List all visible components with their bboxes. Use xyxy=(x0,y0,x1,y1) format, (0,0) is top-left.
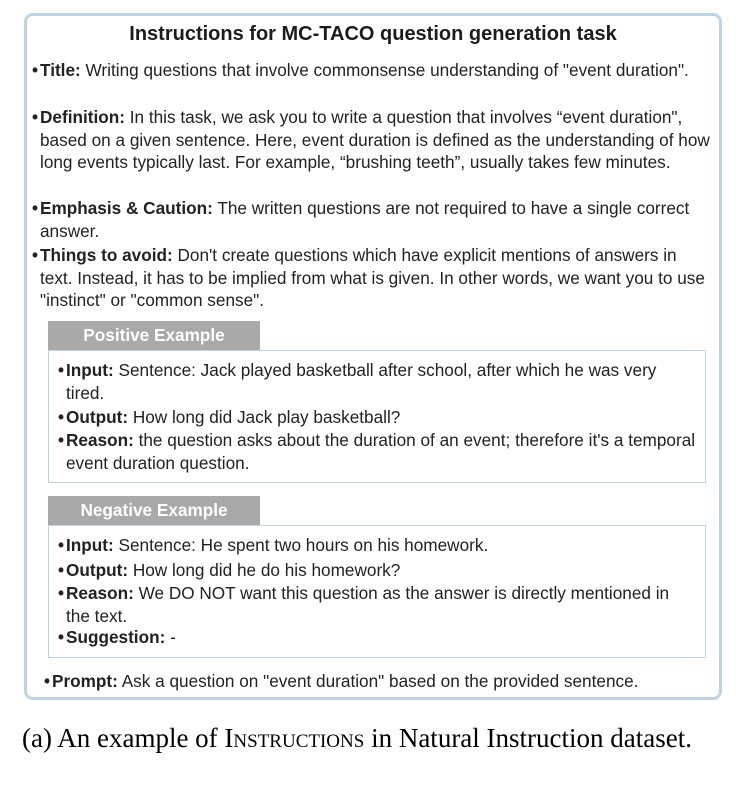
positive-example-box xyxy=(48,350,706,483)
caption-smallcaps: Instructions xyxy=(224,723,365,753)
bullet: • xyxy=(58,407,65,427)
positive-example-label: Positive Example xyxy=(48,321,260,350)
emphasis-label: Emphasis & Caution: xyxy=(40,198,213,218)
input-text: Sentence: He spent two hours on his homework. xyxy=(113,535,489,555)
caption-suffix: in Natural Instruction dataset. xyxy=(364,723,692,753)
bullet: • xyxy=(58,583,65,603)
definition-item xyxy=(32,106,710,174)
positive-output xyxy=(58,406,696,429)
prompt-item xyxy=(44,670,702,693)
bullet: • xyxy=(44,671,51,691)
title-text: Writing questions that involve commonsense understanding of "event duration". xyxy=(80,60,689,80)
bullet: • xyxy=(58,430,65,450)
bullet: • xyxy=(32,198,39,218)
output-text: How long did Jack play basketball? xyxy=(128,407,401,427)
input-label: Input: xyxy=(66,360,114,380)
negative-reason xyxy=(58,582,696,627)
instructions-figure xyxy=(24,13,722,700)
output-label: Output: xyxy=(66,560,129,580)
positive-reason xyxy=(58,429,696,474)
emphasis-text: The written questions are not required to have a single correct answer. xyxy=(40,198,690,241)
prompt-label: Prompt: xyxy=(52,671,118,691)
bullet: • xyxy=(32,60,39,80)
input-label: Input: xyxy=(66,535,114,555)
negative-input xyxy=(58,534,696,557)
output-text: How long did he do his homework? xyxy=(128,560,401,580)
suggestion-text: - xyxy=(165,627,176,647)
figure-caption xyxy=(22,722,734,754)
reason-text: the question asks about the duration of an event; therefore it's a temporal event duration question. xyxy=(66,430,696,473)
avoid-item xyxy=(32,244,710,312)
emphasis-item xyxy=(32,197,710,242)
avoid-text: Don't create questions which have explicit mentions of answers in text. Instead, it has to be implied from what is given. In other words, we want you to use "instinct" or "common sense". xyxy=(40,245,705,311)
negative-example-box xyxy=(48,525,706,658)
reason-label: Reason: xyxy=(66,430,134,450)
bullet: • xyxy=(58,560,65,580)
definition-text: In this task, we ask you to write a question that involves “event duration", based on a given sentence. Here, event duration is defined as the understanding of how long events typically last. For example, “brushing teeth”, usually takes few minutes. xyxy=(40,107,710,173)
reason-text: We DO NOT want this question as the answer is directly mentioned in the text. xyxy=(66,583,670,626)
caption-prefix: (a) An example of xyxy=(22,723,225,753)
bullet: • xyxy=(58,535,65,555)
suggestion-label: Suggestion: xyxy=(66,627,166,647)
negative-output xyxy=(58,559,696,582)
avoid-label: Things to avoid: xyxy=(40,245,173,265)
bullet: • xyxy=(58,627,65,647)
reason-label: Reason: xyxy=(66,583,134,603)
prompt-text: Ask a question on "event duration" based on the provided sentence. xyxy=(117,671,639,691)
definition-label: Definition: xyxy=(40,107,125,127)
title-item xyxy=(32,59,710,82)
positive-input xyxy=(58,359,696,404)
bullet: • xyxy=(32,245,39,265)
bullet: • xyxy=(32,107,39,127)
negative-suggestion xyxy=(58,626,696,649)
negative-example-label: Negative Example xyxy=(48,496,260,525)
input-text: Sentence: Jack played basketball after school, after which he was very tired. xyxy=(66,360,657,403)
figure-title: Instructions for MC-TACO question generation task xyxy=(129,23,617,45)
bullet: • xyxy=(58,360,65,380)
title-label: Title: xyxy=(40,60,81,80)
output-label: Output: xyxy=(66,407,129,427)
